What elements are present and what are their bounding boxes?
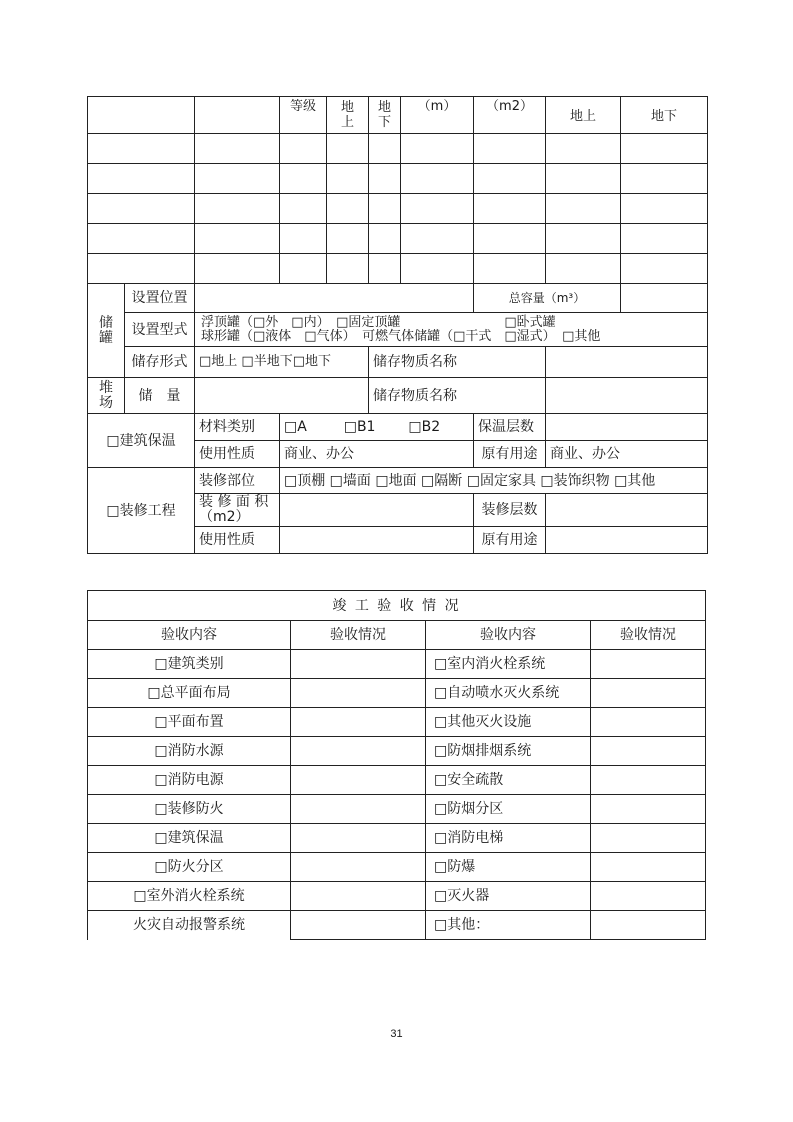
table-row — [88, 224, 708, 254]
table-row — [88, 679, 706, 708]
item-left: □建筑类别 — [88, 650, 291, 679]
item-left: □总平面布局 — [88, 679, 291, 708]
option-b2[interactable]: □B2 — [408, 419, 441, 435]
header-above-ground: 地 上 — [327, 97, 369, 134]
option-b1[interactable]: □B1 — [343, 419, 376, 435]
item-right: □灭火器 — [426, 882, 591, 911]
status-left — [291, 824, 426, 853]
header-status-left: 验收情况 — [291, 621, 426, 650]
tank-material-name-label: 储存物质名称 — [369, 347, 546, 378]
tank-location-value — [195, 284, 474, 313]
item-right: □安全疏散 — [426, 766, 591, 795]
status-right — [591, 708, 706, 737]
table-row — [88, 853, 706, 882]
status-left — [291, 708, 426, 737]
status-right — [591, 853, 706, 882]
header-status-right: 验收情况 — [591, 621, 706, 650]
status-right — [591, 766, 706, 795]
acceptance-title: 竣 工 验 收 情 况 — [88, 591, 706, 621]
page-number: 31 — [390, 1028, 403, 1040]
decoration-area-label: 装 修 面 积（m2） — [195, 494, 280, 527]
header-area-m2: （m2） — [474, 97, 546, 134]
status-right — [591, 911, 706, 940]
table-row — [88, 194, 708, 224]
item-left: □消防水源 — [88, 737, 291, 766]
insulation-orig-use-value: 商业、办公 — [546, 441, 708, 468]
tank-type-label: 设置型式 — [125, 313, 195, 347]
table-row — [88, 766, 706, 795]
insulation-use-value: 商业、办公 — [280, 441, 474, 468]
insulation-material-options — [280, 414, 474, 441]
header-grade: 等级 — [280, 97, 327, 134]
yard-material-name-value — [546, 378, 708, 414]
status-right — [591, 737, 706, 766]
decoration-area-value — [280, 494, 474, 527]
decoration-orig-use-label: 原有用途 — [474, 527, 546, 554]
storage-table — [87, 96, 708, 554]
status-right — [591, 795, 706, 824]
table-row — [88, 882, 706, 911]
table-header-row — [88, 97, 708, 134]
table-row — [88, 708, 706, 737]
table-row — [88, 254, 708, 284]
header-cell-2 — [195, 97, 280, 134]
tank-type-value — [195, 313, 708, 347]
decoration-layers-label: 装修层数 — [474, 494, 546, 527]
decoration-label: □装修工程 — [88, 468, 195, 554]
acceptance-header-row — [88, 621, 706, 650]
status-right — [591, 882, 706, 911]
insulation-material-class-label: 材料类别 — [195, 414, 280, 441]
item-right: □防烟排烟系统 — [426, 737, 591, 766]
insulation-use-label: 使用性质 — [195, 441, 280, 468]
decoration-parts-value: □顶棚 □墙面 □地面 □隔断 □固定家具 □装饰织物 □其他 — [280, 468, 708, 494]
insulation-orig-use-label: 原有用途 — [474, 441, 546, 468]
table-row — [88, 824, 706, 853]
yard-group-label: 堆 场 — [88, 378, 125, 414]
tank-total-capacity-label: 总容量（m³） — [474, 284, 621, 313]
status-left — [291, 766, 426, 795]
status-left — [291, 679, 426, 708]
yard-amount-value — [195, 378, 369, 414]
table-row — [88, 650, 706, 679]
header-below-ground: 地 下 — [369, 97, 401, 134]
item-left: □装修防火 — [88, 795, 291, 824]
tank-group-label: 储 罐 — [88, 284, 125, 378]
tank-storage-row — [88, 347, 708, 378]
item-right: □室内消火栓系统 — [426, 650, 591, 679]
table-row — [88, 164, 708, 194]
status-right — [591, 650, 706, 679]
header-item-left: 验收内容 — [88, 621, 291, 650]
insulation-layers-label: 保温层数 — [474, 414, 546, 441]
tank-type-line-2: 球形罐（□液体 □气体） 可燃气体储罐（□干式 □湿式） □其他 — [201, 328, 601, 344]
table-row — [88, 134, 708, 164]
item-left: □消防电源 — [88, 766, 291, 795]
decoration-use-value — [280, 527, 474, 554]
header-cell-1 — [88, 97, 195, 134]
tank-location-label: 设置位置 — [125, 284, 195, 313]
decoration-layers-value — [546, 494, 708, 527]
decoration-use-label: 使用性质 — [195, 527, 280, 554]
insulation-layers-value — [546, 414, 708, 441]
item-right: □其他灭火设施 — [426, 708, 591, 737]
yard-row — [88, 378, 708, 414]
tank-storage-form-value: □地上 □半地下□地下 — [195, 347, 369, 378]
item-left: □防火分区 — [88, 853, 291, 882]
yard-amount-label: 储 量 — [125, 378, 195, 414]
tank-material-name-value — [546, 347, 708, 378]
item-right: □防烟分区 — [426, 795, 591, 824]
header-height-m: （m） — [401, 97, 474, 134]
item-right: □其他： — [426, 911, 591, 940]
tank-storage-form-label: 储存形式 — [125, 347, 195, 378]
header-floors-above: 地上 — [546, 97, 621, 134]
tank-total-capacity-value — [621, 284, 708, 313]
table-row — [88, 795, 706, 824]
item-left: 火灾自动报警系统 — [88, 911, 291, 940]
status-left — [291, 737, 426, 766]
insulation-label: □建筑保温 — [88, 414, 195, 468]
status-right — [591, 824, 706, 853]
status-left — [291, 882, 426, 911]
item-right: □消防电梯 — [426, 824, 591, 853]
table-row — [88, 911, 706, 940]
status-left — [291, 650, 426, 679]
item-left: □建筑保温 — [88, 824, 291, 853]
item-right: □防爆 — [426, 853, 591, 882]
decoration-parts-label: 装修部位 — [195, 468, 280, 494]
header-item-right: 验收内容 — [426, 621, 591, 650]
decoration-orig-use-value — [546, 527, 708, 554]
insulation-material-row — [88, 414, 708, 441]
acceptance-table — [87, 590, 706, 940]
acceptance-title-row — [88, 591, 706, 621]
decoration-parts-row — [88, 468, 708, 494]
tank-type-row — [88, 313, 708, 347]
status-left — [291, 795, 426, 824]
item-left: □平面布置 — [88, 708, 291, 737]
option-a[interactable]: □A — [284, 419, 307, 435]
tank-type-line-1: 浮顶罐（□外 □内） □固定顶罐 □卧式罐 — [201, 314, 556, 330]
table-row — [88, 737, 706, 766]
status-right — [591, 679, 706, 708]
status-left — [291, 853, 426, 882]
header-floors-below: 地下 — [621, 97, 708, 134]
yard-material-name-label: 储存物质名称 — [369, 378, 546, 414]
status-left — [291, 911, 426, 940]
item-left: □室外消火栓系统 — [88, 882, 291, 911]
tank-location-row — [88, 284, 708, 313]
item-right: □自动喷水灭火系统 — [426, 679, 591, 708]
